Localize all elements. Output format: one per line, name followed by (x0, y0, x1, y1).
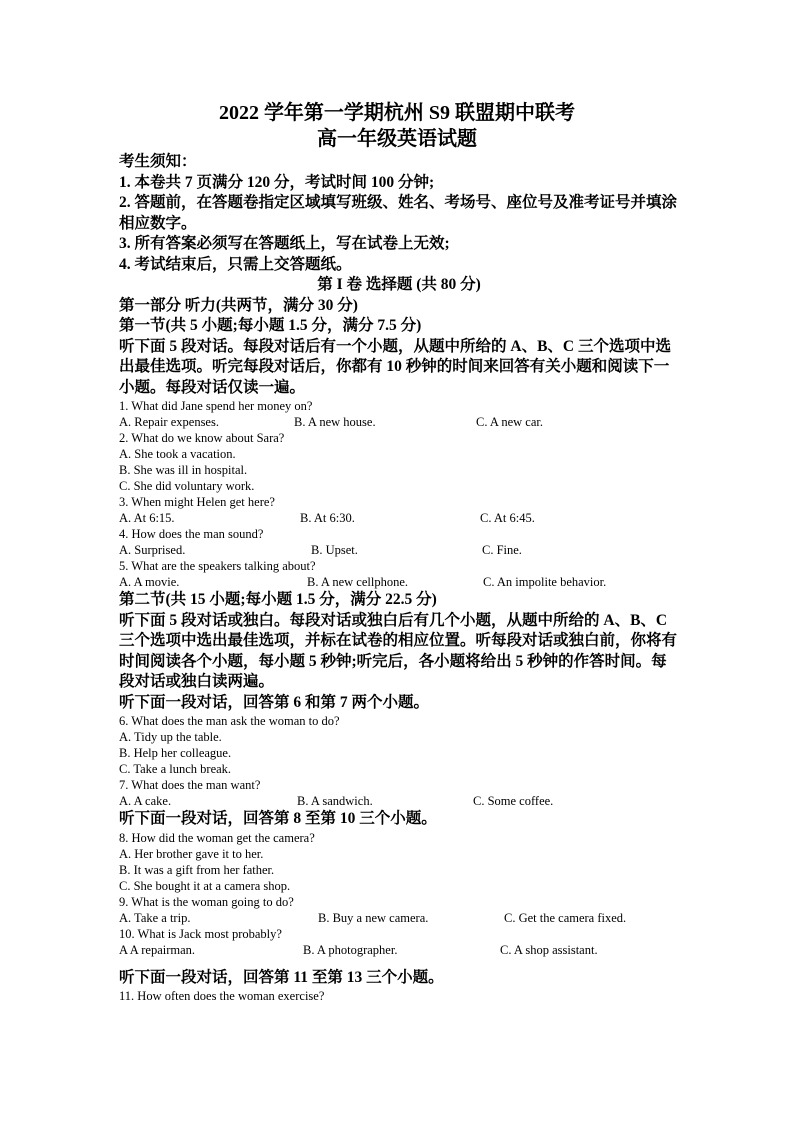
option-c: C. She did voluntary work. (119, 479, 255, 493)
question-stem: 10. What is Jack most probably? (119, 926, 282, 941)
notice-item: 2. 答题前，在答题卷指定区域填写班级、姓名、考场号、座位号及准考证号并填涂相应数字。 (119, 194, 678, 232)
option-c: C. A new car. (476, 415, 544, 429)
option-b: B. A sandwich. (297, 794, 373, 808)
option-b: B. Upset. (311, 543, 358, 557)
question-stem: 1. What did Jane spend her money on? (119, 399, 313, 413)
exam-subtitle: 高一年级英语试题 (317, 128, 477, 150)
question-stem: 4. How does the man sound? (119, 527, 264, 541)
exam-title: 2022 学年第一学期杭州 S9 联盟期中联考 (218, 102, 576, 124)
option-b: B. Help her colleague. (119, 746, 232, 760)
section2-title: 第二节(共 15 小题;每小题 1.5 分，满分 22.5 分) (119, 591, 437, 608)
question-stem: 5. What are the speakers talking about? (119, 559, 316, 573)
group-heading: 听下面一段对话，回答第 8 至第 10 三个小题。 (119, 810, 437, 827)
option-a: A. A movie. (119, 575, 180, 589)
question-options (119, 414, 679, 430)
option-b: B. It was a gift from her father. (119, 862, 275, 877)
part1-title: 第一部分 听力(共两节，满分 30 分) (119, 296, 358, 314)
option-b: B. Buy a new camera. (318, 910, 429, 925)
question-stem: 3. When might Helen get here? (119, 495, 275, 509)
question-stem: 8. How did the woman get the camera? (119, 830, 315, 845)
option-a: A. Repair expenses. (119, 415, 219, 429)
question-options (119, 793, 679, 809)
option-c: C. A shop assistant. (500, 942, 598, 957)
question-stem: 9. What is the woman going to do? (119, 894, 294, 909)
option-b: B. A new cellphone. (307, 575, 409, 589)
option-b: B. At 6:30. (300, 511, 355, 525)
question-stem: 2. What do we know about Sara? (119, 431, 285, 445)
option-a: A. She took a vacation. (119, 447, 236, 461)
option-a: A. Take a trip. (119, 910, 191, 925)
option-b: B. A new house. (294, 415, 376, 429)
option-c: C. Fine. (482, 543, 522, 557)
question-stem: 6. What does the man ask the woman to do? (119, 714, 340, 728)
group-heading: 听下面一段对话，回答第 6 和第 7 两个小题。 (119, 693, 430, 711)
option-b: B. A photographer. (303, 942, 398, 957)
option-c: C. She bought it at a camera shop. (119, 878, 291, 893)
option-a: A. A cake. (119, 794, 172, 808)
option-a: A. Tidy up the table. (119, 730, 222, 744)
section2-instructions: 听下面 5 段对话或独白。每段对话或独白后有几个小题，从题中所给的 A、B、C 三个选项中选出最佳选项，并标在试卷的相应位置。听每段对话或独白前，你将有时间阅读各个小题，每小题 5 秒钟;听完后，各小题将给出 5 秒钟的作答时间。每段对话或独白读两遍。 (119, 611, 678, 690)
option-c: C. An impolite behavior. (483, 575, 607, 589)
question-options (119, 574, 679, 590)
section1-title: 第一节(共 5 小题;每小题 1.5 分，满分 7.5 分) (119, 317, 422, 334)
option-c: C. Get the camera fixed. (504, 910, 627, 925)
notice-item: 3. 所有答案必须写在答题纸上，写在试卷上无效; (119, 235, 450, 252)
option-a: A A repairman. (119, 942, 196, 957)
section1-instructions: 听下面 5 段对话。每段对话后有一个小题，从题中所给的 A、B、C 三个选项中选出最佳选项。听完每段对话后，你都有 10 秒钟的时间来回答有关小题和阅读下一小题。每段对话仅读一遍。 (119, 337, 671, 396)
question-options (119, 910, 679, 926)
spacer (119, 958, 679, 968)
question-options (119, 510, 679, 526)
notice-heading: 考生须知： (119, 153, 197, 170)
option-a: A. At 6:15. (119, 511, 175, 525)
option-c: C. Some coffee. (473, 794, 554, 808)
notice-item: 1. 本卷共 7 页满分 120 分，考试时间 100 分钟; (119, 173, 435, 191)
volume-title: 第 I 卷 选择题 (共 80 分) (317, 276, 481, 293)
option-c: C. Take a lunch break. (119, 762, 232, 776)
exam-content (119, 152, 679, 1004)
option-a: A. Her brother gave it to her. (119, 846, 264, 861)
option-c: C. At 6:45. (480, 511, 535, 525)
question-stem: 11. How often does the woman exercise? (119, 989, 325, 1003)
question-stem: 7. What does the man want? (119, 778, 261, 792)
group-heading: 听下面一段对话，回答第 11 至第 13 三个小题。 (119, 968, 444, 986)
question-options (119, 542, 679, 558)
option-b: B. She was ill in hospital. (119, 463, 248, 477)
option-a: A. Surprised. (119, 543, 186, 557)
notice-item: 4. 考试结束后，只需上交答题纸。 (119, 255, 352, 273)
question-options (119, 942, 679, 958)
